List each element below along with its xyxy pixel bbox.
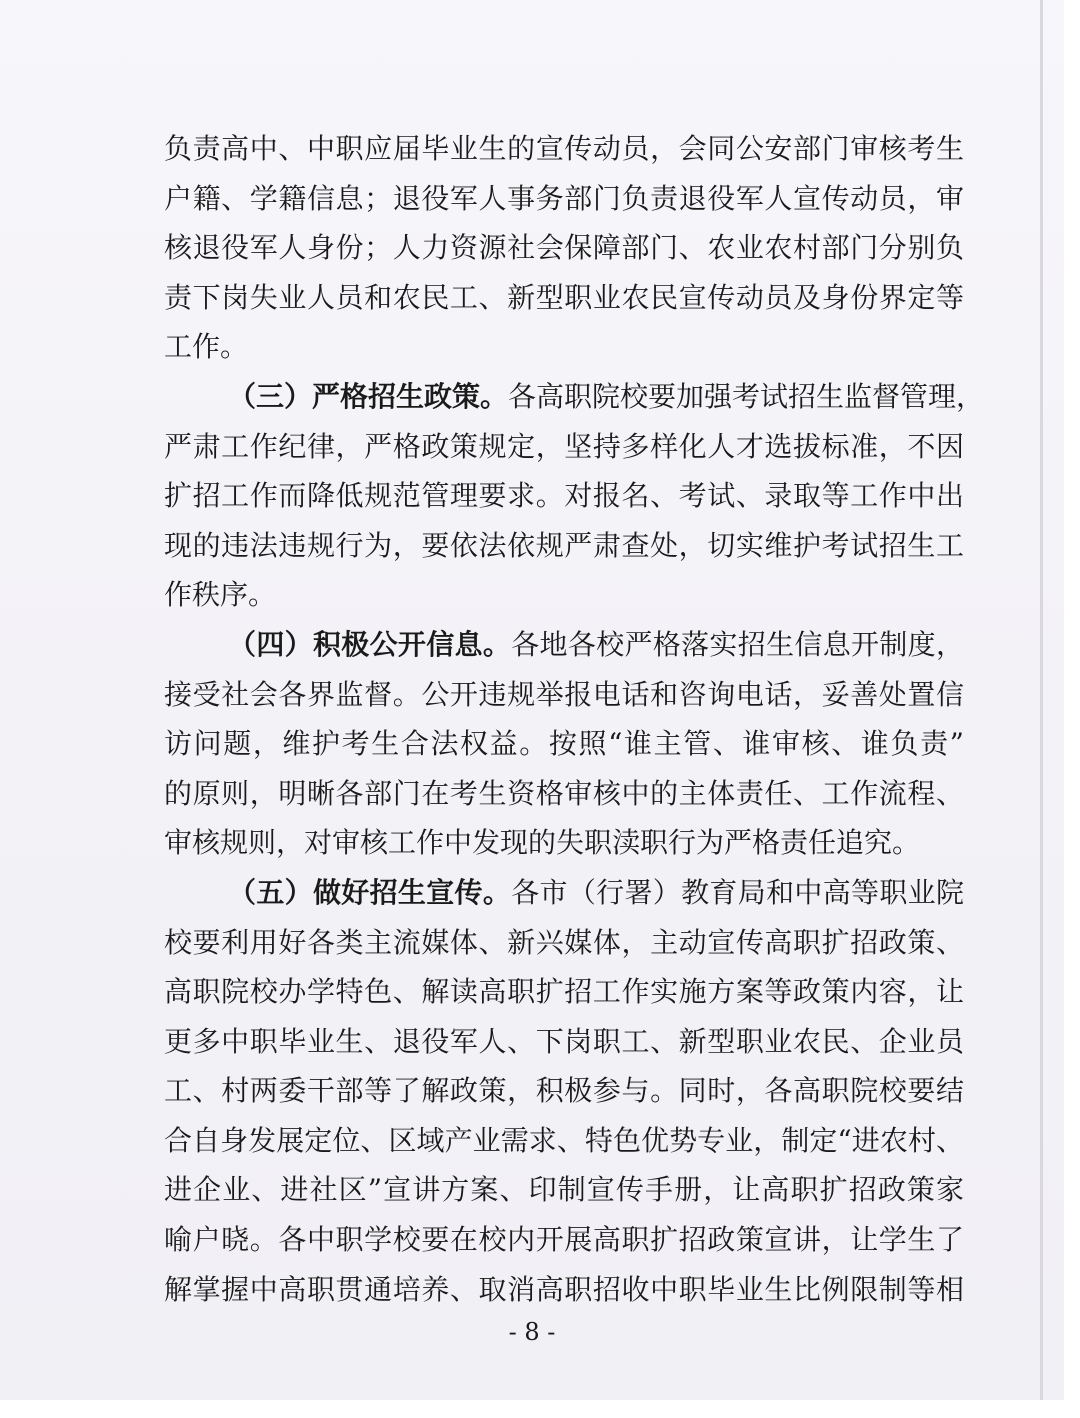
text-line: 负责高中、中职应届毕业生的宣传动员，会同公安部门审核考生 (164, 132, 964, 165)
text-line: 审核规则，对审核工作中发现的失职渎职行为严格责任追究。 (164, 826, 921, 860)
text-line: 扩招工作而降低规范管理要求。对报名、考试、录取等工作中出 (164, 479, 964, 513)
page-edge-line (1040, 0, 1043, 1400)
section-heading: （四）积极公开信息。 (228, 627, 512, 661)
page-number: - 8 - (508, 1318, 556, 1346)
scan-margin-right (1064, 0, 1080, 1418)
text-line: 合自身发展定位、区域产业需求、特色优势专业，制定“进农村、 (164, 1123, 964, 1157)
text-line: 进企业、进社区”宣讲方案、印制宣传手册，让高职扩招政策家 (164, 1173, 964, 1207)
text-line: 核退役军人身份；人力资源社会保障部门、农业农村部门分别负 (164, 231, 964, 265)
text-line: 现的违法违规行为，要依法依规严肃查处，切实维护考试招生工 (164, 528, 964, 562)
text-line: 作秩序。 (164, 578, 277, 612)
paragraph-first-line (164, 620, 964, 670)
text-span: 各市（行署）教育局和中高等职业院 (511, 875, 964, 909)
text-line: 更多中职毕业生、退役军人、下岗职工、新型职业农民、企业员 (164, 1024, 964, 1058)
section-heading: （五）做好招生宣传。 (228, 875, 512, 909)
text-line: 高职院校办学特色、解读高职扩招工作实施方案等政策内容，让 (164, 975, 964, 1009)
text-span: 各高职院校要加强考试招生监督管理， (508, 379, 985, 413)
scan-margin-bottom (0, 1400, 1080, 1418)
text-line: 责下岗失业人员和农民工、新型职业农民宣传动员及身份界定等 (164, 280, 964, 314)
text-line: 解掌握中高职贯通培养、取消高职招收中职毕业生比例限制等相 (164, 1272, 964, 1306)
paragraph-first-line (164, 372, 985, 422)
text-line: 喻户晓。各中职学校要在校内开展高职扩招政策宣讲，让学生了 (164, 1223, 964, 1257)
text-line: 访问题，维护考生合法权益。按照“谁主管、谁审核、谁负责” (164, 727, 964, 761)
text-line: 工作。 (164, 330, 249, 364)
text-span: 各地各校严格落实招生信息开制度， (511, 627, 964, 661)
section-heading: （三）严格招生政策。 (228, 379, 509, 413)
document-body (164, 124, 985, 1314)
paragraph-first-line (164, 868, 964, 918)
text-line: 的原则，明晰各部门在考生资格审核中的主体责任、工作流程、 (164, 776, 964, 810)
text-line: 工、村两委干部等了解政策，积极参与。同时，各高职院校要结 (164, 1074, 964, 1108)
text-line: 校要利用好各类主流媒体、新兴媒体，主动宣传高职扩招政策、 (164, 925, 964, 959)
text-line: 严肃工作纪律，严格政策规定，坚持多样化人才选拔标准，不因 (164, 429, 964, 463)
text-line: 接受社会各界监督。公开违规举报电话和咨询电话，妥善处置信 (164, 677, 964, 711)
text-line: 户籍、学籍信息；退役军人事务部门负责退役军人宣传动员，审 (164, 181, 964, 215)
